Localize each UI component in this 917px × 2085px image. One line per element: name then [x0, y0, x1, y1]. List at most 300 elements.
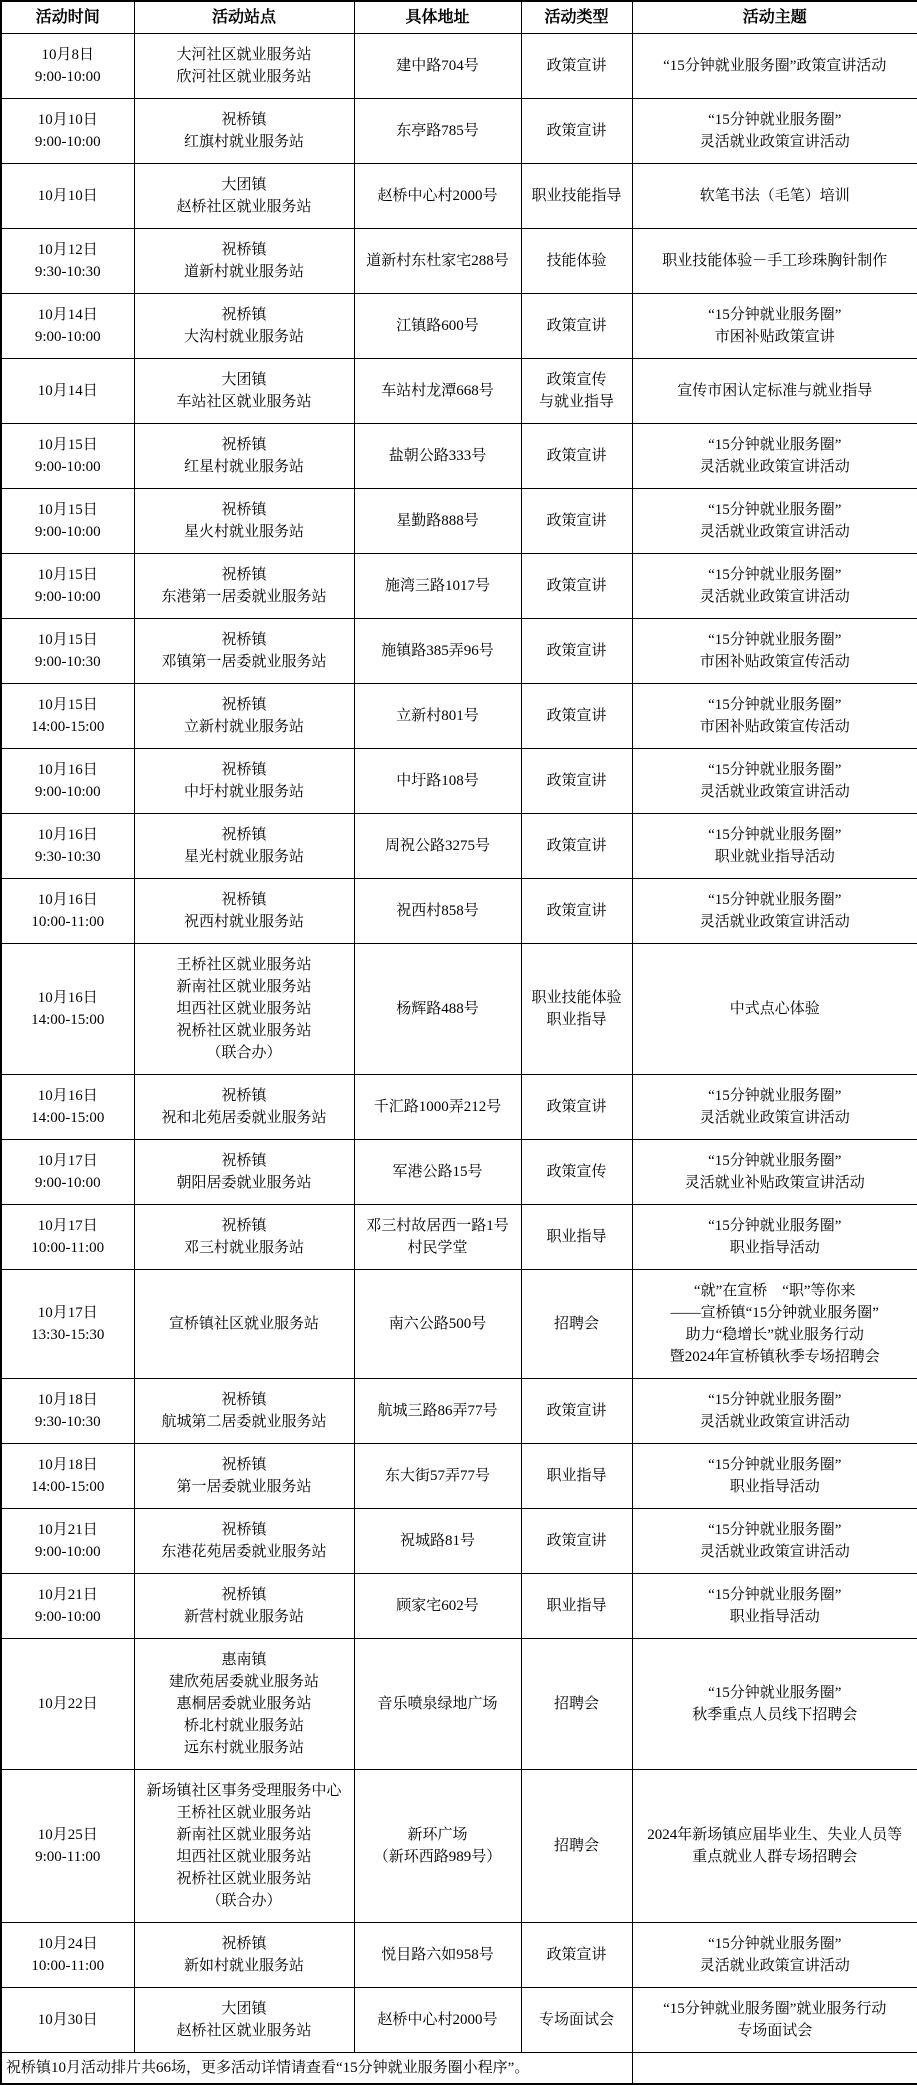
cell-line: 第一居委就业服务站 — [176, 1479, 312, 1495]
cell-station — [134, 1639, 354, 1770]
cell-line: 软笔书法（毛笔）培训 — [699, 188, 850, 204]
cell-line: 政策宣讲 — [546, 513, 607, 529]
cell-line: 施镇路385弄96号 — [381, 643, 494, 659]
cell-line: 市困补贴政策宣讲 — [714, 329, 835, 345]
cell-line: 桥北村就业服务站 — [183, 1718, 304, 1734]
cell-theme — [632, 1075, 917, 1140]
cell-type — [521, 489, 632, 554]
cell-line: 政策宣讲 — [546, 643, 607, 659]
cell-line: “15分钟就业服务圈” — [708, 892, 842, 908]
cell-line: “15分钟就业服务圈”政策宣讲活动 — [663, 58, 887, 74]
cell-line: 朝阳居委就业服务站 — [176, 1175, 312, 1191]
cell-type — [521, 1140, 632, 1205]
cell-station — [134, 749, 354, 814]
cell-line: “15分钟就业服务圈” — [708, 437, 842, 453]
cell-line: 施湾三路1017号 — [384, 578, 490, 594]
cell-line: “15分钟就业服务圈” — [708, 697, 842, 713]
cell-station — [134, 294, 354, 359]
cell-station — [134, 944, 354, 1075]
cell-line: 职业指导活动 — [729, 1479, 820, 1495]
table-row — [1, 1770, 917, 1923]
table-row — [1, 1140, 917, 1205]
cell-time — [1, 489, 134, 554]
footer-row — [1, 2053, 917, 2085]
cell-line: 灵活就业政策宣讲活动 — [699, 1544, 850, 1560]
cell-line: 10月16日 — [37, 892, 98, 908]
cell-line: 政策宣讲 — [546, 578, 607, 594]
cell-line: 招聘会 — [553, 1696, 599, 1712]
cell-line: 祝和北苑居委就业服务站 — [161, 1110, 327, 1126]
cell-address — [354, 1988, 521, 2053]
cell-time — [1, 1509, 134, 1574]
table-row — [1, 1509, 917, 1574]
cell-line: 10月12日 — [37, 242, 98, 258]
cell-line: 坦西社区就业服务站 — [176, 1849, 312, 1865]
cell-line: 9:00-10:30 — [34, 654, 101, 670]
cell-line: 9:30-10:30 — [34, 849, 101, 865]
table-row — [1, 424, 917, 489]
cell-time — [1, 1923, 134, 1988]
cell-line: 10月21日 — [37, 1587, 98, 1603]
cell-line: （联合办） — [206, 1045, 282, 1061]
cell-line: 宣桥镇社区就业服务站 — [168, 1316, 319, 1332]
cell-line: 10月24日 — [37, 1936, 98, 1952]
cell-address — [354, 99, 521, 164]
cell-line: 10月15日 — [37, 567, 98, 583]
cell-time — [1, 554, 134, 619]
header-activity-time: 活动时间 — [1, 1, 134, 34]
cell-line: 灵活就业政策宣讲活动 — [699, 914, 850, 930]
cell-line: 江镇路600号 — [396, 318, 479, 334]
cell-line: 惠桐居委就业服务站 — [176, 1696, 312, 1712]
cell-line: 欣河社区就业服务站 — [176, 69, 312, 85]
cell-address — [354, 1923, 521, 1988]
footer-note: 祝桥镇10月活动排片共66场，更多活动详情请查看“15分钟就业服务圈小程序”。 — [1, 2053, 632, 2085]
cell-theme — [632, 1574, 917, 1639]
cell-theme — [632, 1923, 917, 1988]
cell-type — [521, 1923, 632, 1988]
cell-type — [521, 944, 632, 1075]
table-row — [1, 1075, 917, 1140]
cell-line: 灵活就业政策宣讲活动 — [699, 1414, 850, 1430]
cell-line: 航城第二居委就业服务站 — [161, 1414, 327, 1430]
cell-line: 2024年新场镇应届毕业生、失业人员等 — [647, 1827, 903, 1843]
cell-line: 9:00-10:00 — [34, 329, 101, 345]
cell-type — [521, 1444, 632, 1509]
table-row — [1, 1205, 917, 1270]
cell-line: 灵活就业政策宣讲活动 — [699, 1110, 850, 1126]
cell-theme — [632, 1509, 917, 1574]
cell-theme — [632, 1639, 917, 1770]
cell-line: 祝桥社区就业服务站 — [176, 1023, 312, 1039]
cell-line: 星火村就业服务站 — [183, 524, 304, 540]
cell-address — [354, 749, 521, 814]
cell-address — [354, 34, 521, 99]
table-row — [1, 489, 917, 554]
cell-theme — [632, 749, 917, 814]
cell-time — [1, 1444, 134, 1509]
table-row — [1, 554, 917, 619]
cell-theme — [632, 1444, 917, 1509]
cell-theme — [632, 1205, 917, 1270]
cell-line: 职业指导 — [546, 1468, 607, 1484]
cell-line: 悦目路六如958号 — [381, 1947, 494, 1963]
cell-theme — [632, 359, 917, 424]
cell-time — [1, 424, 134, 489]
cell-type — [521, 34, 632, 99]
table-row — [1, 814, 917, 879]
cell-theme — [632, 814, 917, 879]
cell-type — [521, 1270, 632, 1379]
cell-line: 市困补贴政策宣传活动 — [699, 654, 850, 670]
table-row — [1, 1639, 917, 1770]
cell-line: 招聘会 — [553, 1838, 599, 1854]
cell-line: 东大街57弄77号 — [384, 1468, 490, 1484]
cell-time — [1, 164, 134, 229]
cell-line: 南六公路500号 — [388, 1316, 487, 1332]
cell-line: 职业指导 — [546, 1598, 607, 1614]
cell-line: “15分钟就业服务圈” — [708, 1936, 842, 1952]
cell-station — [134, 1770, 354, 1923]
cell-line: 10月22日 — [37, 1696, 98, 1712]
cell-line: 政策宣传 — [546, 372, 607, 388]
cell-line: 政策宣传 — [546, 1164, 607, 1180]
header-activity-theme: 活动主题 — [632, 1, 917, 34]
cell-line: 祝桥镇 — [221, 892, 267, 908]
cell-line: 东港第一居委就业服务站 — [161, 589, 327, 605]
cell-line: 9:30-10:30 — [34, 264, 101, 280]
cell-line: 10月17日 — [37, 1305, 98, 1321]
cell-line: 东亭路785号 — [396, 123, 479, 139]
cell-line: 9:00-10:00 — [34, 524, 101, 540]
cell-line: 音乐喷泉绿地广场 — [377, 1696, 498, 1712]
cell-line: 9:00-10:00 — [34, 784, 101, 800]
cell-type — [521, 99, 632, 164]
cell-line: 大团镇 — [221, 2001, 267, 2017]
cell-line: 大河社区就业服务站 — [176, 47, 312, 63]
cell-time — [1, 1270, 134, 1379]
header-address: 具体地址 — [354, 1, 521, 34]
cell-type — [521, 879, 632, 944]
cell-time — [1, 944, 134, 1075]
cell-theme — [632, 1379, 917, 1444]
cell-line: 10月14日 — [37, 307, 98, 323]
cell-line: “15分钟就业服务圈”就业服务行动 — [663, 2001, 887, 2017]
cell-theme — [632, 1988, 917, 2053]
cell-time — [1, 1140, 134, 1205]
cell-address — [354, 1270, 521, 1379]
cell-address — [354, 554, 521, 619]
cell-address — [354, 1770, 521, 1923]
cell-station — [134, 1075, 354, 1140]
cell-theme — [632, 554, 917, 619]
cell-line: 招聘会 — [553, 1316, 599, 1332]
cell-line: 村民学堂 — [407, 1240, 468, 1256]
table-row — [1, 164, 917, 229]
cell-line: 10月15日 — [37, 697, 98, 713]
table-row — [1, 1444, 917, 1509]
cell-line: 祝桥镇 — [221, 827, 267, 843]
cell-line: 职业指导 — [546, 1012, 607, 1028]
table-row — [1, 879, 917, 944]
cell-line: 中圩路108号 — [396, 773, 479, 789]
cell-line: 周祝公路3275号 — [384, 838, 490, 854]
cell-line: 大团镇 — [221, 177, 267, 193]
cell-station — [134, 99, 354, 164]
cell-type — [521, 1574, 632, 1639]
cell-theme — [632, 1270, 917, 1379]
cell-line: 助力“稳增长”就业服务行动 — [685, 1327, 864, 1343]
cell-line: 祝桥镇 — [221, 762, 267, 778]
cell-line: 暨2024年宣桥镇秋季专场招聘会 — [669, 1349, 880, 1365]
cell-line: 道新村就业服务站 — [183, 264, 304, 280]
cell-address — [354, 1140, 521, 1205]
cell-line: “15分钟就业服务圈” — [708, 1457, 842, 1473]
cell-line: “15分钟就业服务圈” — [708, 1522, 842, 1538]
cell-time — [1, 1639, 134, 1770]
header-activity-station: 活动站点 — [134, 1, 354, 34]
cell-line: （联合办） — [206, 1893, 282, 1909]
cell-line: 职业就业指导活动 — [714, 849, 835, 865]
table-row — [1, 359, 917, 424]
table-row — [1, 1379, 917, 1444]
cell-line: 立新村就业服务站 — [183, 719, 304, 735]
cell-line: 14:00-15:00 — [31, 1110, 105, 1126]
cell-address — [354, 424, 521, 489]
cell-line: 10月15日 — [37, 632, 98, 648]
cell-station — [134, 424, 354, 489]
cell-line: “15分钟就业服务圈” — [708, 1218, 842, 1234]
cell-line: “15分钟就业服务圈” — [708, 827, 842, 843]
cell-line: “15分钟就业服务圈” — [708, 1153, 842, 1169]
cell-line: 10月17日 — [37, 1218, 98, 1234]
cell-line: 10月16日 — [37, 827, 98, 843]
cell-station — [134, 1923, 354, 1988]
cell-theme — [632, 424, 917, 489]
cell-line: 职业指导 — [546, 1229, 607, 1245]
cell-time — [1, 99, 134, 164]
header-row — [1, 1, 917, 34]
cell-type — [521, 749, 632, 814]
cell-line: 星光村就业服务站 — [183, 849, 304, 865]
cell-line: 邓镇第一居委就业服务站 — [161, 654, 327, 670]
cell-address — [354, 1639, 521, 1770]
cell-line: 王桥社区就业服务站 — [176, 957, 312, 973]
cell-time — [1, 1075, 134, 1140]
cell-line: 政策宣讲 — [546, 903, 607, 919]
cell-type — [521, 1639, 632, 1770]
cell-line: 灵活就业政策宣讲活动 — [699, 784, 850, 800]
cell-theme — [632, 1770, 917, 1923]
cell-theme — [632, 294, 917, 359]
cell-station — [134, 229, 354, 294]
cell-type — [521, 229, 632, 294]
cell-line: 职业指导活动 — [729, 1240, 820, 1256]
cell-type — [521, 1770, 632, 1923]
cell-line: 灵活就业政策宣讲活动 — [699, 459, 850, 475]
cell-station — [134, 619, 354, 684]
cell-type — [521, 619, 632, 684]
cell-line: 与就业指导 — [538, 394, 614, 410]
cell-station — [134, 684, 354, 749]
footer-empty-cell — [632, 2053, 917, 2085]
cell-line: 新场镇社区事务受理服务中心 — [146, 1783, 342, 1799]
cell-line: 14:00-15:00 — [31, 1479, 105, 1495]
table-row — [1, 944, 917, 1075]
cell-line: “15分钟就业服务圈” — [708, 1685, 842, 1701]
cell-line: 10:00-11:00 — [31, 914, 105, 930]
table-row — [1, 749, 917, 814]
cell-line: 红星村就业服务站 — [183, 459, 304, 475]
cell-address — [354, 294, 521, 359]
cell-station — [134, 554, 354, 619]
cell-time — [1, 1205, 134, 1270]
cell-address — [354, 1205, 521, 1270]
cell-address — [354, 814, 521, 879]
cell-line: 大沟村就业服务站 — [183, 329, 304, 345]
cell-time — [1, 814, 134, 879]
cell-line: 惠南镇 — [221, 1652, 267, 1668]
cell-line: 10月14日 — [37, 383, 98, 399]
cell-line: 10月18日 — [37, 1457, 98, 1473]
cell-line: 中式点心体验 — [729, 1001, 820, 1017]
cell-station — [134, 1444, 354, 1509]
cell-line: 祝西村858号 — [396, 903, 479, 919]
table-row — [1, 1988, 917, 2053]
cell-line: “15分钟就业服务圈” — [708, 567, 842, 583]
cell-time — [1, 1770, 134, 1923]
cell-station — [134, 359, 354, 424]
cell-line: 祝西村就业服务站 — [183, 914, 304, 930]
table-row — [1, 1574, 917, 1639]
table-row — [1, 684, 917, 749]
cell-line: 9:00-10:00 — [34, 1175, 101, 1191]
cell-station — [134, 879, 354, 944]
cell-station — [134, 1509, 354, 1574]
cell-line: “15分钟就业服务圈” — [708, 307, 842, 323]
cell-line: 宣传市困认定标准与就业指导 — [677, 383, 873, 399]
cell-line: 14:00-15:00 — [31, 1012, 105, 1028]
cell-time — [1, 1379, 134, 1444]
cell-line: 新南社区就业服务站 — [176, 1827, 312, 1843]
cell-station — [134, 489, 354, 554]
cell-line: 10月25日 — [37, 1827, 98, 1843]
cell-type — [521, 1988, 632, 2053]
cell-type — [521, 1509, 632, 1574]
cell-line: 祝桥镇 — [221, 502, 267, 518]
cell-line: 红旗村就业服务站 — [183, 134, 304, 150]
cell-station — [134, 1988, 354, 2053]
cell-line: 中圩村就业服务站 — [183, 784, 304, 800]
cell-line: 政策宣讲 — [546, 448, 607, 464]
cell-address — [354, 1379, 521, 1444]
cell-line: 重点就业人群专场招聘会 — [692, 1849, 858, 1865]
cell-theme — [632, 684, 917, 749]
cell-line: 邓三村就业服务站 — [183, 1240, 304, 1256]
cell-line: “就”在宣桥 “职”等你来 — [693, 1283, 856, 1299]
cell-station — [134, 1270, 354, 1379]
cell-address — [354, 879, 521, 944]
table-row — [1, 99, 917, 164]
cell-line: 新如村就业服务站 — [183, 1958, 304, 1974]
cell-address — [354, 619, 521, 684]
cell-time — [1, 684, 134, 749]
cell-line: 祝桥镇 — [221, 567, 267, 583]
cell-line: 赵桥社区就业服务站 — [176, 199, 312, 215]
cell-line: 10:00-11:00 — [31, 1240, 105, 1256]
cell-type — [521, 294, 632, 359]
cell-line: 大团镇 — [221, 372, 267, 388]
cell-line: 建欣苑居委就业服务站 — [168, 1674, 319, 1690]
table-row — [1, 1270, 917, 1379]
cell-line: 政策宣讲 — [546, 123, 607, 139]
cell-type — [521, 684, 632, 749]
cell-line: 航城三路86弄77号 — [377, 1403, 498, 1419]
cell-line: 秋季重点人员线下招聘会 — [692, 1707, 858, 1723]
cell-line: 赵桥中心村2000号 — [377, 2012, 498, 2028]
cell-line: 政策宣讲 — [546, 838, 607, 854]
cell-line: 灵活就业政策宣讲活动 — [699, 589, 850, 605]
cell-line: 祝桥镇 — [221, 1936, 267, 1952]
cell-line: 祝桥镇 — [221, 632, 267, 648]
cell-time — [1, 619, 134, 684]
cell-line: 杨辉路488号 — [396, 1001, 479, 1017]
cell-line: 灵活就业政策宣讲活动 — [699, 134, 850, 150]
cell-address — [354, 1075, 521, 1140]
cell-time — [1, 879, 134, 944]
cell-time — [1, 294, 134, 359]
cell-station — [134, 1574, 354, 1639]
cell-address — [354, 1444, 521, 1509]
cell-line: 祝桥镇 — [221, 1218, 267, 1234]
cell-line: 道新村东杜家宅288号 — [366, 253, 509, 269]
cell-type — [521, 1205, 632, 1270]
cell-line: 祝桥镇 — [221, 1522, 267, 1538]
cell-line: 新环广场 — [407, 1827, 468, 1843]
cell-type — [521, 1075, 632, 1140]
cell-line: 新营村就业服务站 — [183, 1609, 304, 1625]
cell-type — [521, 164, 632, 229]
cell-line: 祝桥镇 — [221, 1088, 267, 1104]
cell-line: 13:30-15:30 — [31, 1327, 105, 1343]
cell-line: “15分钟就业服务圈” — [708, 112, 842, 128]
cell-theme — [632, 164, 917, 229]
cell-line: 新南社区就业服务站 — [176, 979, 312, 995]
cell-line: 技能体验 — [546, 253, 607, 269]
cell-line: 祝桥镇 — [221, 242, 267, 258]
cell-line: 10月15日 — [37, 437, 98, 453]
cell-time — [1, 229, 134, 294]
cell-line: 职业技能指导 — [531, 188, 622, 204]
cell-line: 职业技能体验－手工珍珠胸针制作 — [662, 253, 888, 269]
cell-line: 10月8日 — [41, 47, 94, 63]
cell-line: 政策宣讲 — [546, 318, 607, 334]
cell-type — [521, 359, 632, 424]
cell-line: 9:00-10:00 — [34, 1544, 101, 1560]
cell-line: 车站村龙潭668号 — [381, 383, 494, 399]
cell-station — [134, 1205, 354, 1270]
cell-line: 10月30日 — [37, 2012, 98, 2028]
cell-theme — [632, 489, 917, 554]
cell-line: 职业指导活动 — [729, 1609, 820, 1625]
cell-line: 9:00-10:00 — [34, 459, 101, 475]
cell-address — [354, 1574, 521, 1639]
table-row — [1, 294, 917, 359]
cell-line: 政策宣讲 — [546, 1403, 607, 1419]
cell-line: 王桥社区就业服务站 — [176, 1805, 312, 1821]
cell-line: “15分钟就业服务圈” — [708, 1088, 842, 1104]
cell-line: 军港公路15号 — [392, 1164, 483, 1180]
